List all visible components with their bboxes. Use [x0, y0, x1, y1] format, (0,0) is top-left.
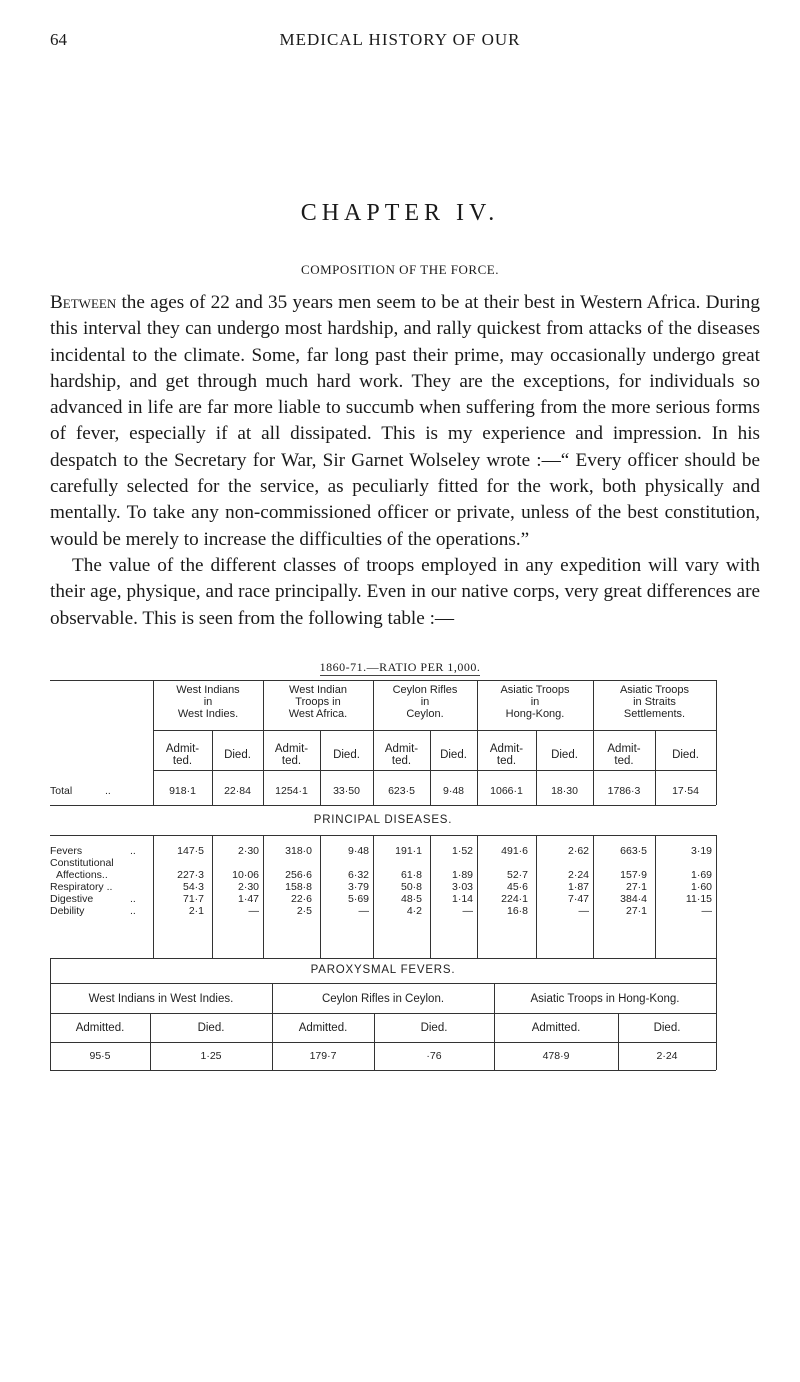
subheader-died: Died. — [672, 749, 699, 761]
disease-dots: .. — [130, 845, 136, 857]
principal-diseases-heading: PRINCIPAL DISEASES. — [313, 814, 453, 826]
paroxysmal-value: 478·9 — [542, 1050, 570, 1062]
paroxysmal-group-header: West Indians in West Indies. — [88, 993, 234, 1005]
paroxysmal-heading: PAROXYSMAL FEVERS. — [310, 964, 456, 976]
subheader-admitted: Admit- ted. — [489, 743, 524, 767]
rule-bottom — [50, 1070, 716, 1071]
disease-value: 61·8 — [400, 869, 422, 881]
paroxysmal-value: 95·5 — [89, 1050, 111, 1062]
disease-dots: .. — [130, 893, 136, 905]
total-dots: .. — [105, 785, 111, 797]
rule-top — [50, 680, 716, 681]
disease-label: Fevers — [50, 845, 83, 857]
total-value: 1786·3 — [607, 785, 641, 797]
disease-value: 22·6 — [290, 893, 312, 905]
disease-value: 1·14 — [451, 893, 473, 905]
paragraph-1-lead: Between — [50, 292, 117, 313]
disease-value: 2·1 — [188, 905, 204, 917]
body-text — [50, 290, 760, 632]
running-head: MEDICAL HISTORY OF OUR — [279, 30, 521, 49]
disease-value: — — [462, 905, 473, 917]
disease-value: 50·8 — [400, 881, 422, 893]
disease-value: 10·06 — [232, 869, 259, 881]
group-header: Ceylon Rifles in Ceylon. — [392, 684, 458, 720]
disease-value: 256·6 — [285, 869, 312, 881]
total-value: 1254·1 — [275, 785, 308, 797]
subheader-admitted: Admit- ted. — [607, 743, 641, 767]
paroxysmal-value: 2·24 — [656, 1050, 678, 1062]
paroxysmal-group-header: Ceylon Rifles in Ceylon. — [321, 993, 445, 1005]
disease-value: 318·0 — [285, 845, 312, 857]
disease-label: Debility — [50, 905, 85, 917]
disease-value: 2·62 — [567, 845, 589, 857]
disease-value: 384·4 — [620, 893, 647, 905]
rule-sub — [153, 730, 716, 731]
rule-parox-head-top — [50, 958, 716, 959]
disease-value: 5·69 — [347, 893, 369, 905]
disease-value: 191·1 — [395, 845, 422, 857]
disease-value: 6·32 — [347, 869, 369, 881]
total-value: 33·50 — [333, 785, 360, 797]
disease-value: — — [701, 905, 712, 917]
disease-value: 1·69 — [690, 869, 712, 881]
subheader-admitted: Admit- ted. — [384, 743, 419, 767]
parox-right-rule — [716, 958, 717, 1070]
paroxysmal-subheader: Admitted. — [298, 1022, 348, 1034]
table-title — [0, 660, 800, 675]
disease-value: 9·48 — [347, 845, 369, 857]
group-rule — [716, 680, 717, 805]
total-value: 22·84 — [224, 785, 251, 797]
disease-label: Digestive — [50, 893, 94, 905]
paragraph-1-text: the ages of 22 and 35 years men seem to be at their best in Western Africa. During this interval they can undergo most hardship, and rally quickest from attacks of the diseases incidental to the climate. Some, far long past their prime, may occasionally undergo great hardship, and get through much hard work. They are the exceptions, for individuals so advanced in life are far more liable to succumb when suffering from the more serious forms of fever, especially if at all dissipated. This is my experience and impression. In his despatch to the Secretary for War, Sir Garnet Wolseley wrote :—“ Every officer should be carefully selected for the service, as peculiarly fitted for the work, both physically and mentally. To take any non-commissioned officer or private, unless of the best constitution, would be merely to increase the difficulties of the operations.” — [50, 292, 760, 550]
paroxysmal-value: ·76 — [426, 1050, 442, 1062]
disease-value: 1·52 — [451, 845, 473, 857]
disease-value: 1·87 — [567, 881, 589, 893]
rule-total-bottom — [50, 805, 716, 806]
total-value: 1066·1 — [490, 785, 523, 797]
total-value: 623·5 — [388, 785, 415, 797]
disease-value: 227·3 — [177, 869, 204, 881]
paroxysmal-subheader: Admitted. — [75, 1022, 125, 1034]
disease-value: 71·7 — [182, 893, 204, 905]
total-value: 918·1 — [169, 785, 196, 797]
paroxysmal-group-header: Asiatic Troops in Hong-Kong. — [530, 993, 680, 1005]
disease-value: 11·15 — [685, 893, 712, 905]
disease-value: 2·5 — [296, 905, 312, 917]
disease-value: 2·30 — [237, 881, 259, 893]
paroxysmal-subheader: Admitted. — [531, 1022, 581, 1034]
ratio-table — [50, 680, 716, 1225]
subheader-died: Died. — [551, 749, 578, 761]
page-number: 64 — [50, 30, 67, 49]
rule-total-top — [153, 770, 716, 771]
chapter-title: CHAPTER IV. — [300, 200, 500, 226]
disease-value: 54·3 — [182, 881, 204, 893]
disease-value: 3·19 — [690, 845, 712, 857]
section-title: COMPOSITION OF THE FORCE. — [301, 262, 499, 277]
group-header: Asiatic Troops in Hong-Kong. — [500, 684, 570, 720]
disease-value: 7·47 — [567, 893, 589, 905]
disease-value: 16·8 — [506, 905, 528, 917]
paroxysmal-value: 179·7 — [309, 1050, 337, 1062]
disease-value: 224·1 — [501, 893, 528, 905]
disease-value: — — [358, 905, 369, 917]
disease-value: 52·7 — [506, 869, 528, 881]
disease-value: 3·03 — [451, 881, 473, 893]
subheader-died: Died. — [333, 749, 360, 761]
table-title-text: 1860-71.—RATIO PER 1,000. — [319, 660, 481, 674]
paroxysmal-subheader: Died. — [653, 1022, 681, 1034]
subheader-died: Died. — [440, 749, 467, 761]
group-header: West Indian Troops in West Africa. — [288, 684, 348, 720]
disease-value: 147·5 — [177, 845, 204, 857]
disease-value: 3·79 — [347, 881, 369, 893]
disease-value: — — [578, 905, 589, 917]
disease-value: 663·5 — [620, 845, 647, 857]
disease-value: 27·1 — [625, 881, 647, 893]
disease-value: 1·89 — [451, 869, 473, 881]
group-rule-diseases — [716, 835, 717, 958]
disease-dots: .. — [130, 905, 136, 917]
disease-label: Affections.. — [56, 869, 108, 881]
paroxysmal-value: 1·25 — [200, 1050, 222, 1062]
paroxysmal-subheader: Died. — [420, 1022, 448, 1034]
rule-principal — [50, 835, 716, 836]
paragraph-2: The value of the different classes of troops employed in any expedition will vary with their age, physique, and race principally. Even in our native corps, very great differences are observable. This is seen from the following table :— — [50, 554, 760, 629]
disease-value: 4·2 — [406, 905, 422, 917]
paragraph-1 — [50, 290, 760, 553]
subheader-admitted: Admit- ted. — [165, 743, 200, 767]
paroxysmal-subheader: Died. — [197, 1022, 225, 1034]
disease-value: 27·1 — [625, 905, 647, 917]
disease-value: 1·60 — [690, 881, 712, 893]
subheader-died: Died. — [224, 749, 251, 761]
disease-label: Respiratory .. — [50, 881, 113, 893]
disease-value: — — [248, 905, 259, 917]
disease-value: 45·6 — [506, 881, 528, 893]
total-value: 9·48 — [442, 785, 464, 797]
disease-value: 491·6 — [501, 845, 528, 857]
group-header: Asiatic Troops in Straits Settlements. — [619, 684, 690, 720]
disease-label: Constitutional — [50, 857, 114, 869]
total-value: 18·30 — [551, 785, 578, 797]
disease-value: 48·5 — [400, 893, 422, 905]
disease-value: 157·9 — [620, 869, 647, 881]
disease-value: 2·30 — [237, 845, 259, 857]
subheader-admitted: Admit- ted. — [274, 743, 309, 767]
disease-value: 158·8 — [285, 881, 312, 893]
total-label: Total — [50, 785, 73, 797]
rule-parox-title — [50, 983, 716, 984]
disease-value: 1·47 — [237, 893, 259, 905]
group-header: West Indians in West Indies. — [176, 684, 240, 720]
total-value: 17·54 — [672, 785, 699, 797]
disease-value: 2·24 — [567, 869, 589, 881]
